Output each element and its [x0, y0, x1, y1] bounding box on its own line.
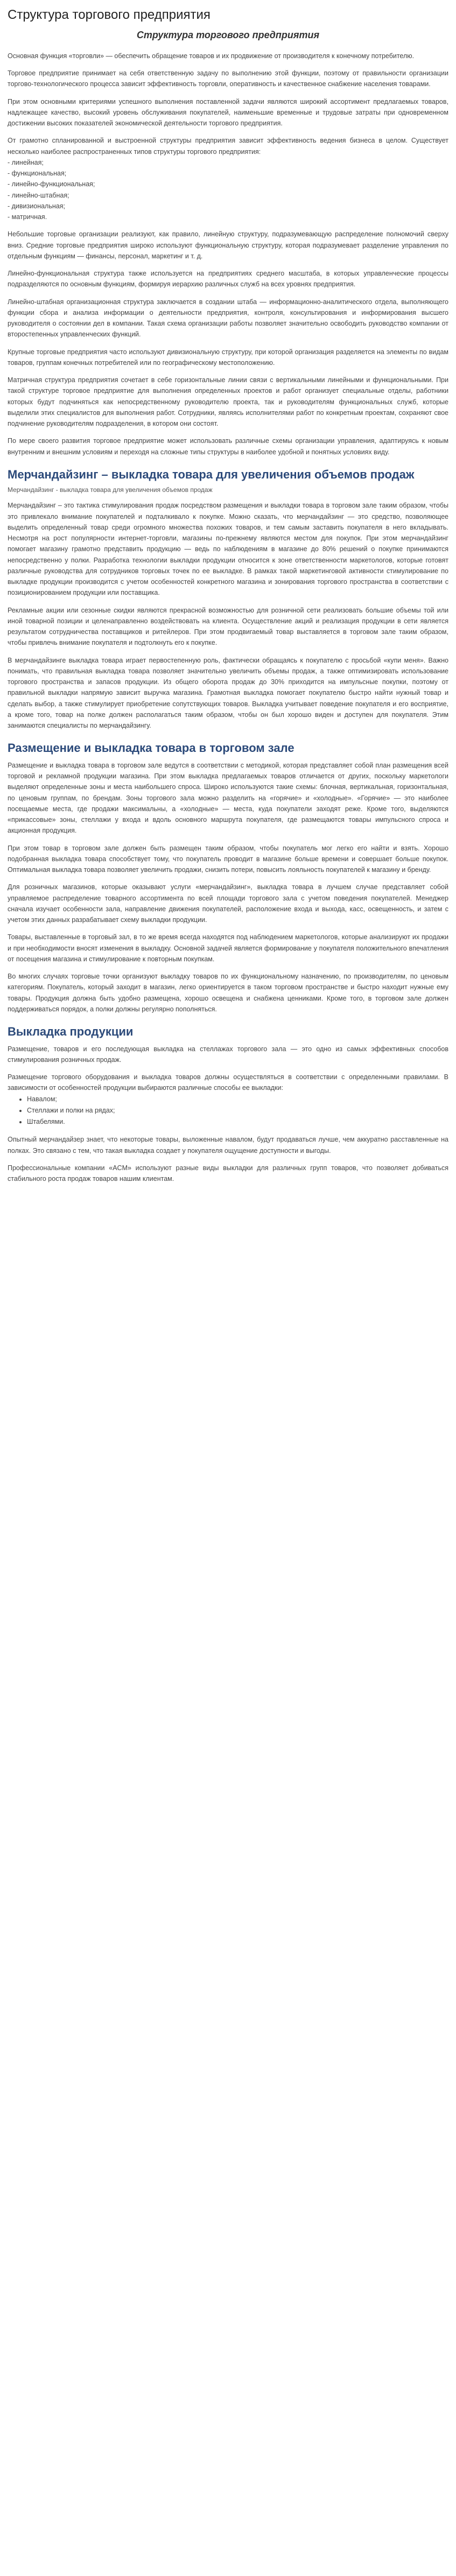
list-item: • Стеллажи и полки на рядах;	[27, 1105, 448, 1116]
list-item: - линейно-функциональная;	[8, 180, 95, 188]
structure-paragraph: Крупные торговые предприятия часто используют дивизиональную структуру, при которой организация разделяется на элементы по видам товаров, группам конечных потребителей или по географическому местоположению.	[8, 348, 448, 367]
structure-section	[8, 135, 448, 458]
list-item: - функциональная;	[8, 170, 67, 178]
intro-section	[8, 51, 448, 129]
display-paragraph: Размещение торгового оборудования и выкладка товаров должны осуществляться в соответствии с определенными правилами. В зависимости от особенностей продукции выбираются различные способы ее выкладки:	[8, 1073, 448, 1092]
intro-paragraph: Основная функция «торговли» — обеспечить обращение товаров и их продвижение от производителя к конечному потребителю.	[8, 52, 415, 60]
intro-paragraph: Торговое предприятие принимает на себя ответственную задачу по выполнению этой функции, поэтому от правильности организации торгово-технологического процесса зависит эффективность торговли, оперативность и качественное снабжение населения товарами.	[8, 69, 448, 88]
display-paragraph: Профессиональные компании «ACM» используют разные виды выкладки для различных групп товаров, что позволяет добиваться стабильного роста продаж товаров нашим клиентам.	[8, 1164, 448, 1183]
structure-paragraph: Небольшие торговые организации реализуют, как правило, линейную структуру, подразумевающую распределение полномочий сверху вниз. Средние торговые предприятия широко используют функциональную структуру, которая подразумевает разделение управления по отдельным функциям — финансы, персонал, маркетинг и т. д.	[8, 230, 448, 260]
structure-paragraph: Матричная структура предприятия сочетает в себе горизонтальные линии связи с вертикальными линейными и функциональными. При такой структуре торговое предприятие для выполнения определенных проектов и работ организует специальные отделы, работники которых будут подчиняться как непосредственному руководителю проекта, так и руководителям функциональных служб, которые выделили этих специалистов для выполнения работ. Сотрудники, являясь исполнителями работ по конкретным проектам, сохраняют свое подчинение руководителям подразделения, в котором они состоят.	[8, 376, 448, 428]
merch-heading: Мерчандайзинг – выкладка товара для увеличения объемов продаж	[8, 467, 415, 481]
placement-paragraph: Для розничных магазинов, которые оказывают услуги «мерчандайзинг», выкладка товара в лучшем случае представляет собой управляемое распределение товарного ассортимента по всей площади торгового зала с учетом поведения покупателей. Менеджер сначала изучает особенности зала, направление движения покупателей, расположение входа и выхода, касс, освещенность, и затем с учетом этих данных разрабатывает схему выкладки продукции.	[8, 883, 448, 924]
article-page	[0, 0, 456, 1212]
merch-section	[8, 500, 448, 731]
placement-paragraph: Во многих случаях торговые точки организуют выкладку товаров по их функциональному назначению, по производителям, по ценовым категориям. Покупатель, который заходит в магазин, легко ориентируется в таком торговом пространстве и быстро находит нужные ему товары. Продукция должна быть удобно размещена, хорошо освещена и снабжена ценниками. Кроме того, в торговом зале должен поддерживаться порядок, а полки должны регулярно пополняться.	[8, 973, 448, 1013]
structure-types-list	[8, 157, 448, 223]
list-item: • Штабелями.	[27, 1116, 448, 1128]
display-methods-list	[8, 1094, 448, 1128]
article-title: Структура торгового предприятия	[136, 29, 320, 40]
structure-intro: От грамотно спланированной и выстроенной структуры предприятия зависит эффективность ведения бизнеса в целом. Существует несколько наиболее распространенных типов структуры торгового предприятия:	[8, 137, 448, 156]
list-item: - линейно-штабная;	[8, 191, 69, 199]
placement-section	[8, 760, 448, 1015]
display-paragraph: Размещение, товаров и его последующая выкладка на стеллажах торгового зала — это одно из самых эффективных способов стимулирования розничных продаж.	[8, 1045, 448, 1064]
display-section	[8, 1044, 448, 1185]
merch-paragraph: Рекламные акции или сезонные скидки являются прекрасной возможностью для розничной сети реализовать большие объемы той или иной товарной позиции и целенаправленно воздействовать на клиента. Осуществление акций и реализация продукции в сети является результатом сотрудничества поставщиков и ритейлеров. При этом продвигаемый товар выставляется в торговом зале таким образом, чтобы привлечь внимание покупателя и подтолкнуть его к покупке.	[8, 606, 448, 647]
merch-subnote: Мерчандайзинг - выкладка товара для увеличения объемов продаж	[8, 486, 213, 494]
merch-paragraph: Мерчандайзинг – это тактика стимулирования продаж посредством размещения и выкладки товара в торговом зале таким образом, чтобы это привлекало внимание покупателей и подталкивало к покупке. Можно сказать, что мерчандайзинг — это средство, позволяющее выделить определенный товар среди огромного множества похожих товаров, и тем самым заставить покупателя в него вкладывать. Несмотря на рост популярности интернет-торговли, магазины по-прежнему являются местом для покупок. При этом мерчандайзинг помогает магазину грамотно представить продукцию — ведь по наблюдениям в магазине до 80% решений о покупке принимаются непосредственно у полки. Разработка технологии выкладки продукции относится к зоне ответственности маркетологов, которые готовят различные руководства для сотрудников торговых точек по ее выкладке. В рамках такой маркетинговой активности стимулирование по выкладке продукции производится с учетом особенностей конкретного магазина и зонирования торгового пространства в соответствии с позиционированием продукции или поставщика.	[8, 502, 448, 597]
structure-paragraph: По мере своего развития торговое предприятие может использовать различные схемы организации управления, адаптируясь к новым внутренним и внешним условиям и переходя на сложные типы структуры в наиболее удобной и понятных условиях виду.	[8, 437, 448, 456]
placement-paragraph: При этом товар в торговом зале должен быть размещен таким образом, чтобы покупатель мог легко его найти и взять. Хорошо подобранная выкладка товара способствует тому, что покупатель проводит в магазине больше времени и совершает больше покупок. Оптимальная выкладка товара позволяет увеличить продажи, снизить потери, повысить лояльность покупателей к магазину и бренду.	[8, 844, 448, 874]
structure-paragraph: Линейно-функциональная структура также используется на предприятиях среднего масштаба, в которых управленческие процессы подразделяются по основным функциям, формируя иерархию различных служб на всех уровнях предприятия.	[8, 270, 448, 288]
placement-paragraph: Размещение и выкладка товара в торговом зале ведутся в соответствии с методикой, которая представляет собой план размещения всей торговой и рекламной продукции магазина. При этом выкладка предлагаемых товаров отличается от других, поскольку маркетологи выделяют определенные зоны и места наибольшего спроса. Широко используются такие схемы: блочная, вертикальная, горизонтальная, по ценовым группам, по брендам. Зоны торгового зала можно разделить на «горячие» и «холодные». «Горячие» — это наиболее посещаемые места, где продажи максимальны, а «холодные» — места, куда покупатели заходят реже. Кроме того, выделяются «прикассовые» зоны, стеллажи у входа и вдоль основного маршрута покупателя, где размещаются товары импульсного спроса и акционная продукция.	[8, 761, 448, 835]
structure-paragraph: Линейно-штабная организационная структура заключается в создании штаба — информационно-аналитического отдела, выполняющего функции сбора и анализа информации о деятельности предприятия, контроля, консультирования и информирования высшего руководителя о состоянии дел в компании. Такая схема организации работы позволяет значительно освободить руководство компании от второстепенных управленческих функций.	[8, 298, 448, 339]
merch-paragraph: В мерчандайзинге выкладка товара играет первостепенную роль, фактически обращаясь к покупателю с просьбой «купи меня». Важно понимать, что правильная выкладка товара позволяет значительно увеличить объемы продаж, а также оптимизировать использование торгового пространства и запасов продукции. Из общего оборота продаж до 30% приходится на импульсные покупки, поэтому от правильной выкладки напрямую зависит выручка магазина. Грамотная выкладка помогает покупателю быстро найти нужный товар и сделать выбор, а также стимулирует приобретение сопутствующих товаров. Выкладка учитывает поведение покупателя и его восприятие, а кроме того, товар на полке должен располагаться таким образом, чтобы он был хорошо виден и доступен для покупателя. Этим занимаются специалисты по мерчандайзингу.	[8, 656, 448, 730]
list-item: - дивизиональная;	[8, 202, 65, 210]
placement-heading: Размещение и выкладка товара в торговом зале	[8, 741, 294, 755]
intro-paragraph: При этом основными критериями успешного выполнения поставленной задачи являются широкий ассортимент предлагаемых товаров, надлежащее качество, высокий уровень обслуживания покупателей, наименьшие временные и трудовые затраты при одновременном достижении высоких показателей экономической деятельности торгового предприятия.	[8, 97, 448, 128]
list-item: - линейная;	[8, 158, 44, 166]
list-item: - матричная.	[8, 213, 47, 221]
list-item: • Навалом;	[27, 1094, 448, 1105]
page-title: Структура торгового предприятия	[8, 8, 211, 22]
display-paragraph: Опытный мерчандайзер знает, что некоторые товары, выложенные навалом, будут продаваться лучше, чем аккуратно расставленные на полках. Это связано с тем, что такая выкладка создает у покупателя ощущение доступности и выгоды.	[8, 1136, 448, 1155]
display-heading: Выкладка продукции	[8, 1025, 134, 1039]
placement-paragraph: Товары, выставленные в торговый зал, в то же время всегда находятся под наблюдением маркетологов, которые анализируют их продажи и при необходимости вносят изменения в выкладку. Основной задачей является формирование у покупателя положительного впечатления от посещения магазина и стимулирование к повторным покупкам.	[8, 933, 448, 963]
